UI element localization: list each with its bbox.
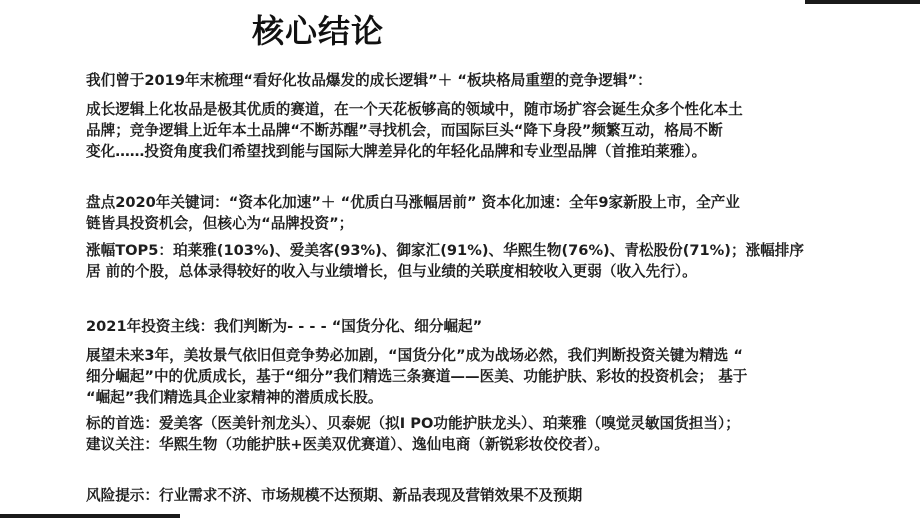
text-line: 链皆具投资机会，但核心为“品牌投资”；	[86, 215, 354, 232]
text-line: 变化……投资角度我们希望找到能与国际大牌差异化的年轻化品牌和专业型品牌（首推珀莱雅）。	[86, 143, 707, 160]
text-line: 风险提示：行业需求不济、市场规模不达预期、新品表现及营销效果不及预期	[86, 487, 583, 504]
top-right-accent-bar	[805, 0, 920, 4]
paragraph-growth-logic	[86, 99, 896, 162]
text-line: 展望未来3年，美妆景气依旧但竞争势必加剧，“国货分化”成为战场必然，我们判断投资关键为精选 “	[86, 347, 743, 364]
bottom-left-accent-bar	[0, 514, 180, 518]
paragraph-stock-picks	[86, 413, 896, 455]
text-line: 成长逻辑上化妆品是极其优质的赛道，在一个天花板够高的领域中，随市场扩容会诞生众多个性化本土	[86, 101, 743, 118]
text-line: 涨幅TOP5：珀莱雅(103%)、爱美客(93%)、御家汇(91%)、华熙生物(76%)、青松股份(71%)；涨幅排序	[86, 242, 804, 259]
page-title: 核心结论	[252, 12, 385, 50]
text-line: 盘点2020年关键词：“资本化加速”＋ “优质白马涨幅居前” 资本化加速：全年9家新股上市，全产业	[86, 194, 740, 211]
paragraph-investment-theme-2021	[86, 316, 896, 337]
paragraph-review-2019	[86, 70, 896, 91]
paragraph-top5-gainers	[86, 240, 896, 282]
text-line: 我们曾于2019年末梳理“看好化妆品爆发的成长逻辑”＋ “板块格局重塑的竞争逻辑”：	[86, 72, 652, 89]
paragraph-keywords-2020	[86, 192, 896, 234]
text-line: 细分崛起”中的优质成长，基于“细分”我们精选三条赛道——医美、功能护肤、彩妆的投资机会； 基于	[86, 368, 748, 385]
text-line: 品牌；竞争逻辑上近年本土品牌“不断苏醒”寻找机会，而国际巨头“降下身段”频繁互动，格局不断	[86, 122, 723, 139]
text-line: 标的首选：爱美客（医美针剂龙头）、贝泰妮（拟I PO功能护肤龙头）、珀莱雅（嗅觉灵敏国货担当）；	[86, 415, 740, 432]
text-line: 2021年投资主线：我们判断为- - - - “国货分化、细分崛起”	[86, 318, 483, 335]
paragraph-risk-warning	[86, 485, 896, 506]
text-line: 建议关注：华熙生物（功能护肤+医美双优赛道）、逸仙电商（新锐彩妆佼佼者）。	[86, 436, 610, 453]
paragraph-outlook	[86, 345, 896, 408]
text-line: 居 前的个股，总体录得较好的收入与业绩增长，但与业绩的关联度相较收入更弱（收入先行）。	[86, 263, 697, 280]
text-line: “崛起”我们精选具企业家精神的潜质成长股。	[86, 389, 383, 406]
